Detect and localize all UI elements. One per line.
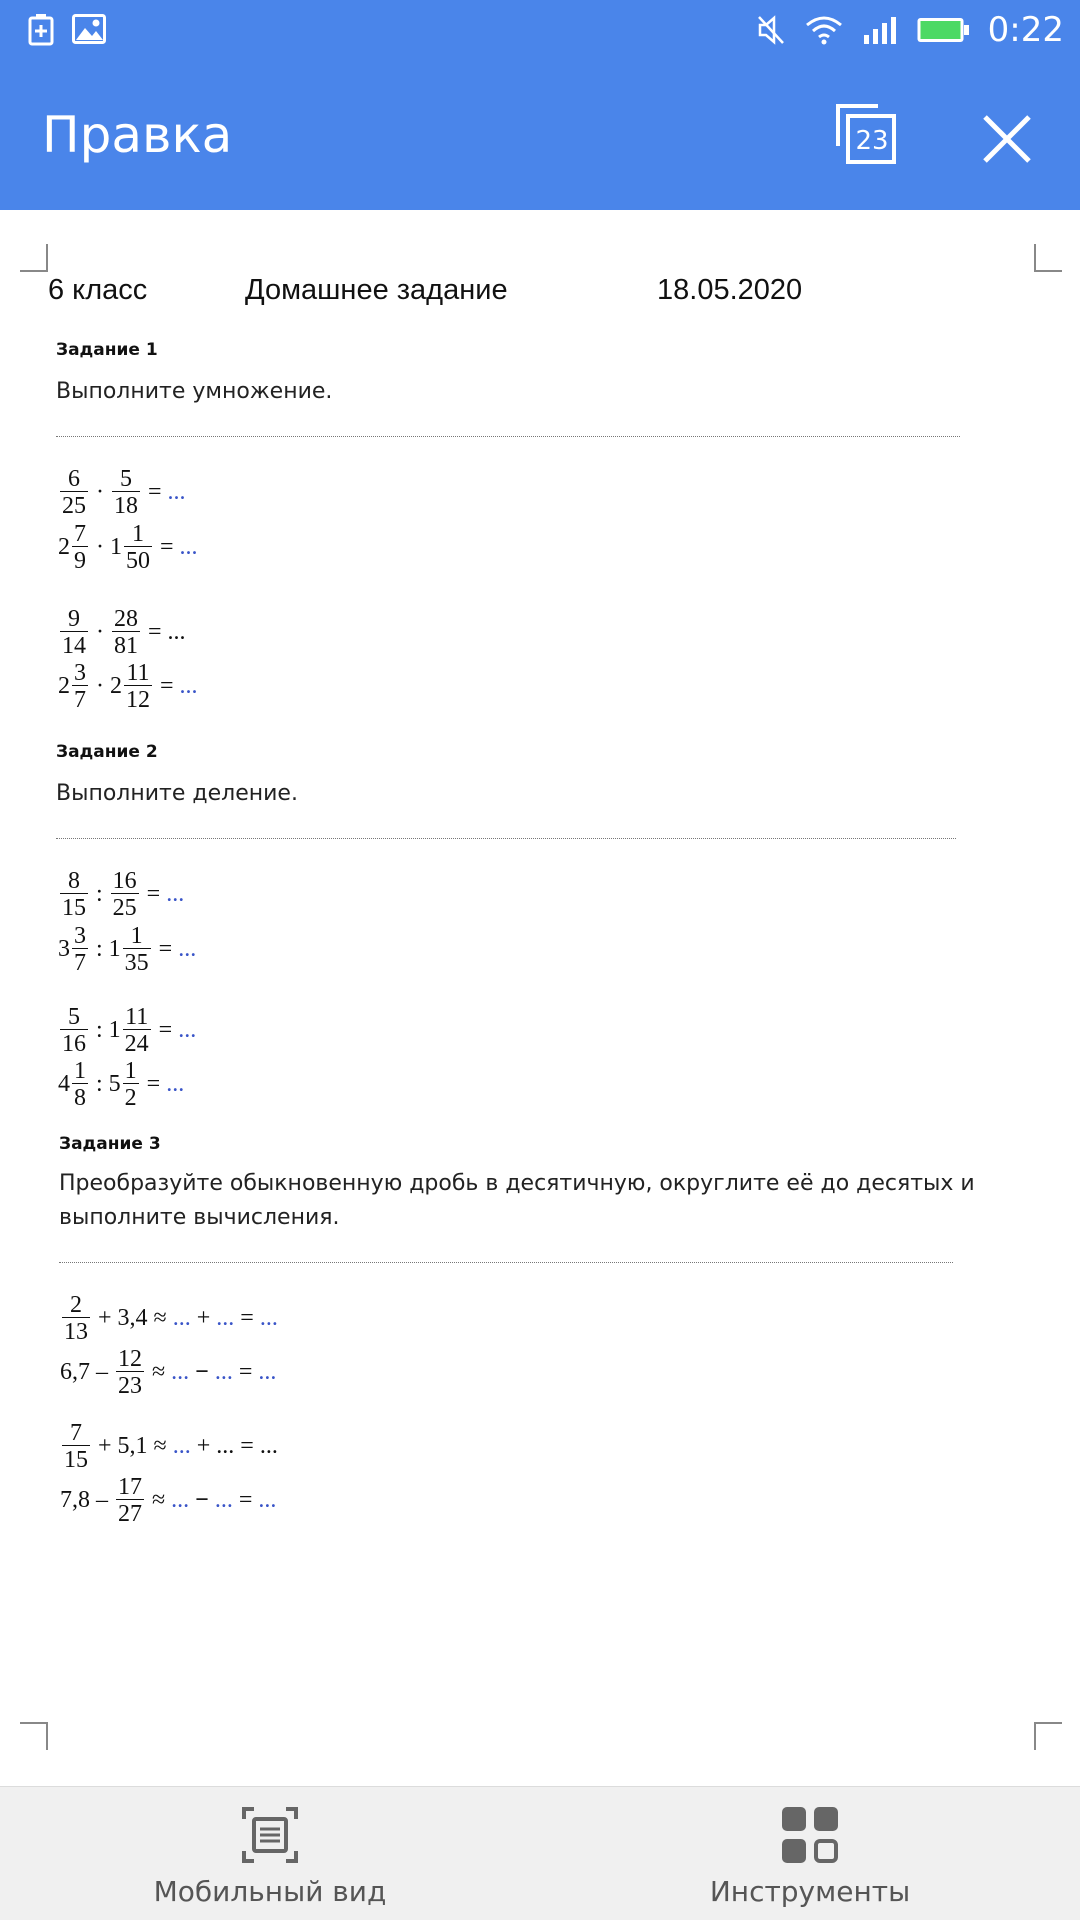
page-corner-mark (1034, 244, 1062, 272)
close-button[interactable] (972, 104, 1042, 174)
answer-blank[interactable]: ... (167, 478, 186, 505)
task-3-expression-2: 6,7 – $\frac{12}{23}$ ≈ ... − ... = ... (60, 1345, 277, 1399)
task-3-expression-3: $\frac{7}{15}$ + 5,1 ≈ ... + ... = ... (64, 1419, 278, 1473)
answer-blank[interactable]: ... (179, 533, 198, 560)
page-title: Правка (42, 106, 233, 164)
answer-blank[interactable]: ... (171, 1486, 190, 1513)
signal-icon (862, 15, 898, 45)
document-page[interactable] (0, 210, 1080, 1786)
task-1-title: Задание 1 (56, 340, 158, 360)
task-1-text: Выполните умножение. (56, 379, 333, 404)
answer-blank[interactable]: ... (166, 880, 185, 907)
task-3-text-line-1: Преобразуйте обыкновенную дробь в десятичную, округлите её до десятых и (59, 1171, 975, 1196)
answer-blank[interactable]: ... (166, 1070, 185, 1097)
tools-label: Инструменты (709, 1875, 911, 1908)
task-1-expression-4: 2 $\frac{3}{7}$ · 2 $\frac{11}{12}$ = ... (58, 659, 198, 713)
task-3-expression-4: 7,8 – $\frac{17}{27}$ ≈ ... − ... = ... (60, 1473, 277, 1527)
pages-button[interactable] (834, 102, 904, 172)
task-2-expression-2: 3 $\frac{3}{7}$ : 1 $\frac{1}{35}$ = ... (58, 922, 197, 976)
task-2-title: Задание 2 (56, 742, 158, 762)
answer-blank[interactable]: ... (171, 1358, 190, 1385)
wifi-icon (804, 14, 844, 46)
tools-grid-icon (780, 1805, 840, 1865)
clock: 0:22 (987, 10, 1064, 50)
answer-blank[interactable]: ... (258, 1486, 277, 1513)
task-1-expression-3: $\frac{9}{14}$ · $\frac{28}{81}$ = ... (62, 605, 186, 659)
task-2-expression-3: $\frac{5}{16}$ : 1 $\frac{11}{24}$ = ... (62, 1003, 197, 1057)
task-2-text: Выполните деление. (56, 781, 298, 806)
page-corner-mark (20, 244, 48, 272)
app-bar (0, 62, 1080, 210)
task-3-text-line-2: выполните вычисления. (59, 1205, 340, 1230)
divider (56, 838, 956, 839)
page-corner-mark (1034, 1722, 1062, 1750)
doc-title: Домашнее задание (245, 274, 508, 306)
status-bar (0, 0, 1080, 62)
close-icon (979, 111, 1035, 167)
tools-button[interactable] (610, 1787, 1010, 1920)
answer-blank[interactable]: ... (179, 672, 198, 699)
bottom-bar (0, 1786, 1080, 1920)
image-icon (72, 14, 106, 44)
task-2-expression-1: $\frac{8}{15}$ : $\frac{16}{25}$ = ... (62, 867, 185, 921)
doc-date: 18.05.2020 (657, 274, 803, 306)
task-3-expression-1: $\frac{2}{13}$ + 3,4 ≈ ... + ... = ... (64, 1291, 278, 1345)
answer-blank[interactable]: ... (172, 1304, 191, 1331)
mute-icon (756, 14, 786, 46)
answer-blank[interactable]: ... (258, 1358, 277, 1385)
divider (59, 1262, 953, 1263)
answer-blank[interactable]: ... (216, 1432, 235, 1459)
task-1-expression-1: $\frac{6}{25}$ · $\frac{5}{18}$ = ... (62, 465, 186, 519)
answer-blank[interactable]: ... (216, 1304, 235, 1331)
doc-grade: 6 класс (48, 274, 148, 306)
task-3-title: Задание 3 (59, 1134, 161, 1154)
battery-icon (916, 15, 970, 45)
answer-blank[interactable]: ... (167, 618, 186, 645)
answer-blank[interactable]: ... (178, 1016, 197, 1043)
page-corner-mark (20, 1722, 48, 1750)
answer-blank[interactable]: ... (178, 935, 197, 962)
answer-blank[interactable]: ... (259, 1304, 278, 1331)
mobile-view-button[interactable] (70, 1787, 470, 1920)
mobile-view-icon (240, 1805, 300, 1865)
battery-plus-icon (28, 14, 54, 46)
answer-blank[interactable]: ... (214, 1486, 233, 1513)
task-1-expression-2: 2 $\frac{7}{9}$ · 1 $\frac{1}{50}$ = ... (58, 520, 198, 574)
answer-blank[interactable]: ... (214, 1358, 233, 1385)
divider (56, 436, 960, 437)
answer-blank[interactable]: ... (259, 1432, 278, 1459)
mobile-view-label: Мобильный вид (153, 1875, 387, 1908)
task-2-expression-4: 4 $\frac{1}{8}$ : 5 $\frac{1}{2}$ = ... (58, 1057, 185, 1111)
page-count: 23 (855, 126, 889, 156)
answer-blank[interactable]: ... (172, 1432, 191, 1459)
